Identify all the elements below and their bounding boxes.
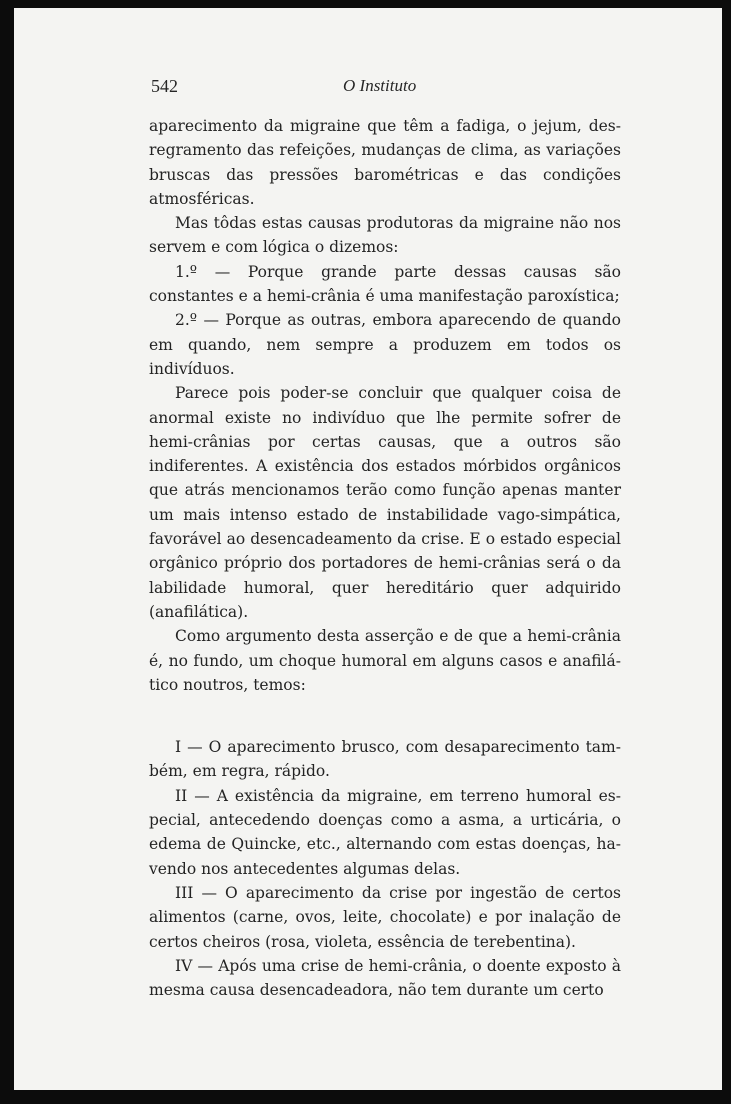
paragraph: 1.º — Porque grande parte dessas causas são constantes e a hemi-crânia é uma manifestação paroxística;	[149, 262, 621, 306]
numbered-point: III — O aparecimento da crise por ingestão de certos alimentos (carne, ovos, leite, chocolate) e por inalação de certos cheiros (rosa, violeta, essência de terebentina).	[149, 883, 621, 951]
body-text	[149, 114, 621, 1002]
paragraph: aparecimento da migraine que têm a fadiga, o jejum, desregramento das refeições, mudanças de clima, as variações bruscas das pressões barométricas e das condições atmosféricas.	[149, 117, 621, 208]
paragraph: 2.º — Porque as outras, embora aparecendo de quando em quando, nem sempre a produzem em todos os indivíduos.	[149, 311, 621, 378]
section-gap	[149, 697, 621, 735]
paragraph: Parece pois poder-se concluir que qualquer coisa de anormal existe no indivíduo que lhe permite sofrer de hemi-crânias por certas causas, que a outros são indiferentes. A existência dos estados mórbidos orgânicos que atrás mencionamos terão como função apenas manter um mais intenso estado de instabilidade vago-simpática, favorável ao desencadeamento da crise. E o estado especial orgânico próprio dos portadores de hemi-crânias será o da labilidade humoral, quer hereditário quer adquirido (anafilática).	[149, 384, 621, 621]
page-header	[151, 76, 621, 100]
numbered-point: II — A existência da migraine, em terreno humoral especial, antecedendo doenças como a asma, a urticária, o edema de Quincke, etc., alternando com estas doenças, havendo nos antecedentes algumas delas.	[149, 786, 621, 878]
running-title: O Instituto	[343, 76, 417, 95]
numbered-point: I — O aparecimento brusco, com desaparecimento também, em regra, rápido.	[149, 738, 621, 781]
paragraph: Mas tôdas estas causas produtoras da migraine não nos servem e com lógica o dizemos:	[149, 214, 621, 257]
numbered-point: IV — Após uma crise de hemi-crânia, o doente exposto à mesma causa desencadeadora, não tem durante um certo	[149, 956, 621, 1000]
paragraph: Como argumento desta asserção e de que a hemi-crânia é, no fundo, um choque humoral em alguns casos e anafilático noutros, temos:	[149, 627, 621, 694]
page-number: 542	[151, 76, 178, 96]
